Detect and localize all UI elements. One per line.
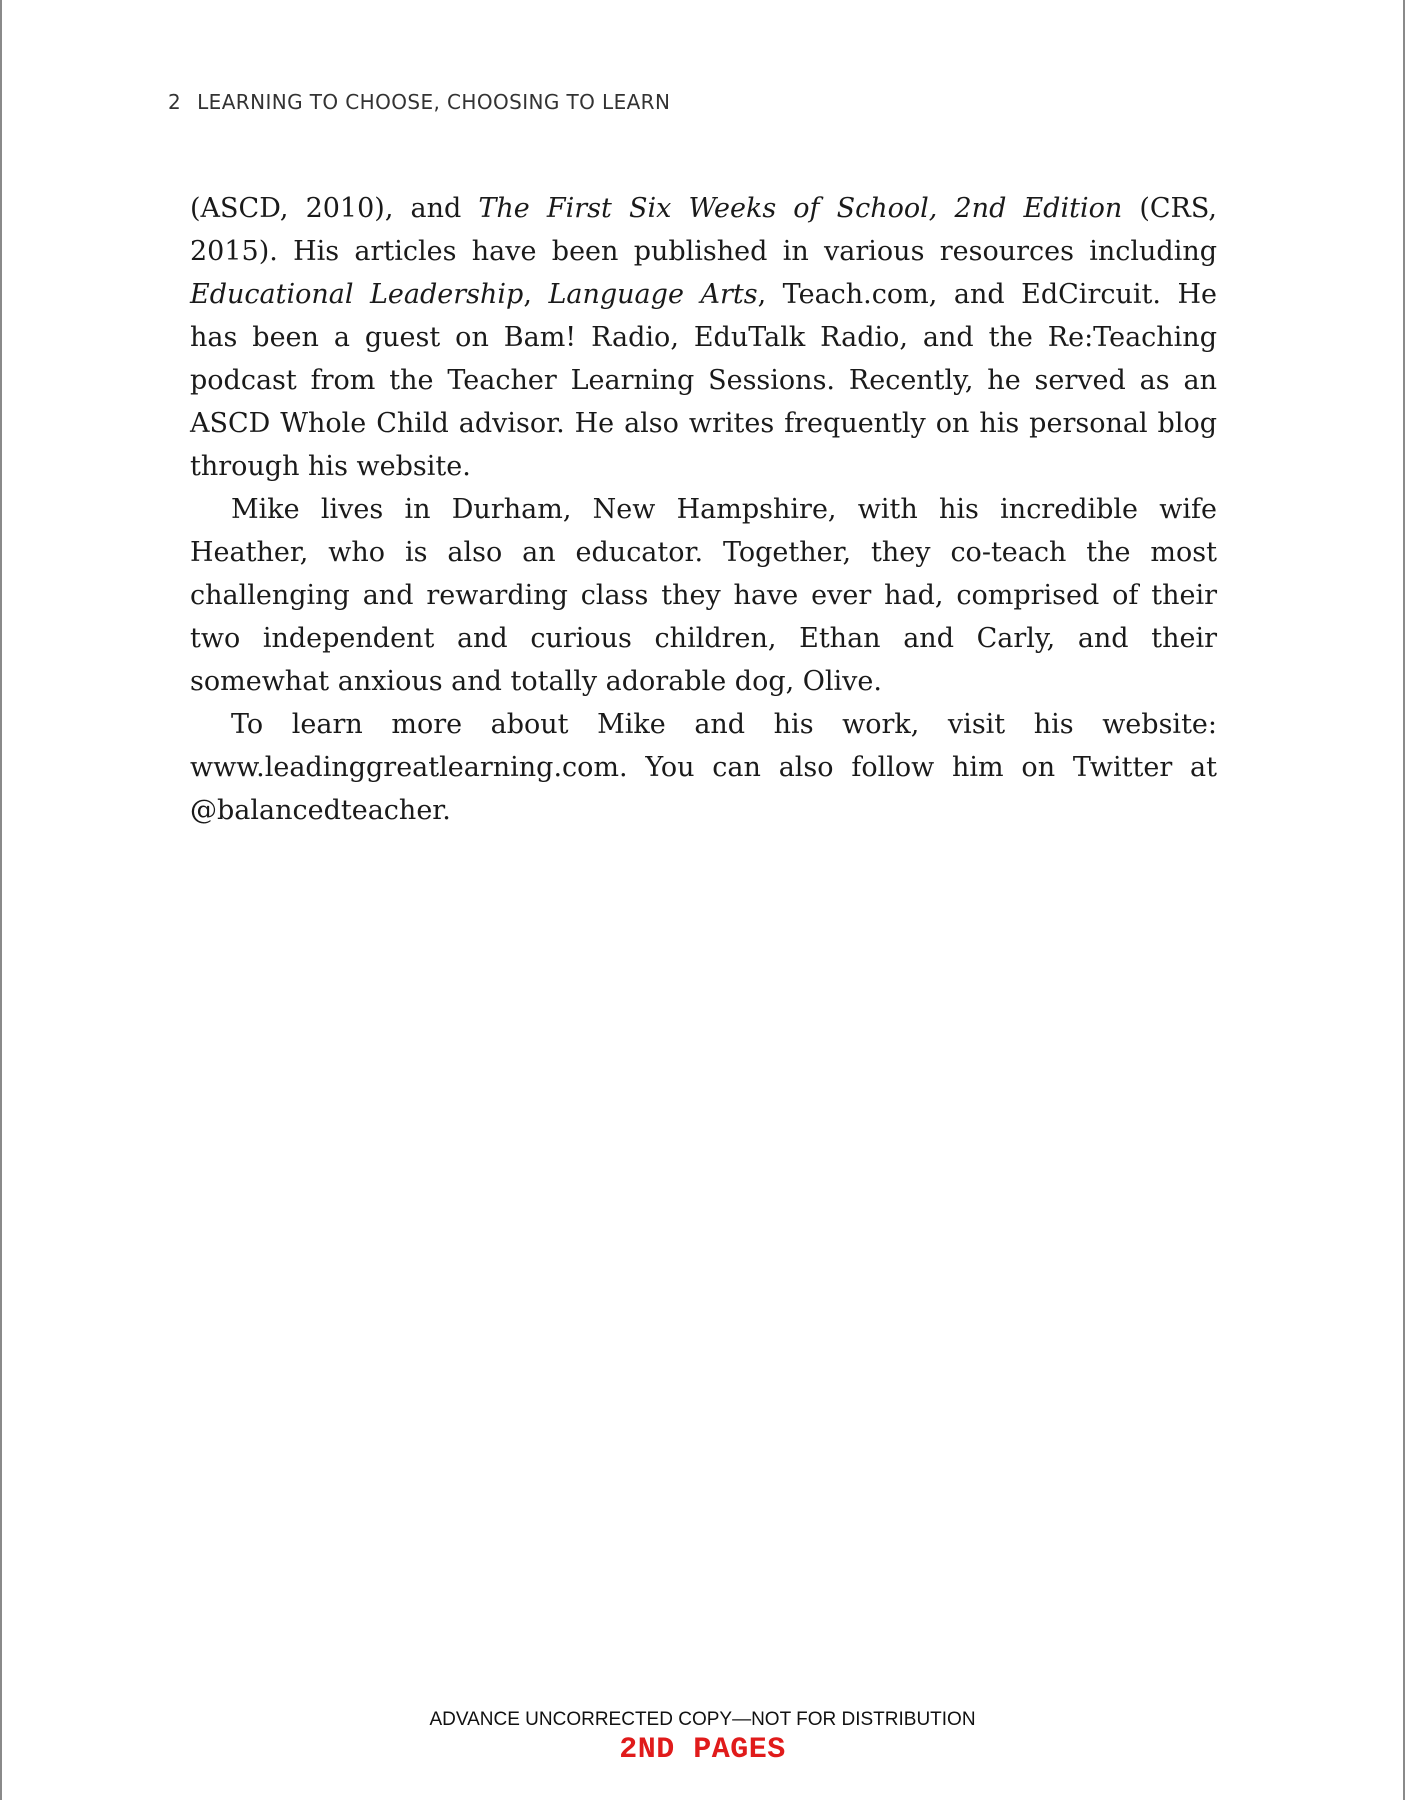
running-title: LEARNING TO CHOOSE, CHOOSING TO LEARN — [197, 90, 671, 114]
publication-title: Language Arts — [548, 279, 758, 310]
proof-stamp: 2ND PAGES — [619, 1733, 786, 1767]
text-run: (ASCD, 2010), and — [190, 193, 479, 224]
publication-title: Educational Leadership — [190, 279, 524, 310]
running-head — [168, 90, 670, 114]
page-number: 2 — [168, 90, 182, 114]
text-run: , — [523, 279, 549, 310]
paragraph-bio-publications — [190, 187, 1217, 488]
text-run: (CRS, 2015). His articles have been published in various resources including — [190, 193, 1217, 267]
body-text — [190, 187, 1217, 832]
book-title: The First Six Weeks of School, 2nd Edition — [478, 193, 1123, 224]
paragraph-contact: To learn more about Mike and his work, visit his website: www.leadinggreatlearning.com. You can also follow him on Twitter at @balancedteacher. — [190, 709, 1217, 826]
distribution-notice: ADVANCE UNCORRECTED COPY—NOT FOR DISTRIBUTION — [429, 1709, 976, 1730]
paragraph-family: Mike lives in Durham, New Hampshire, with his incredible wife Heather, who is also an educator. Together, they co-teach the most challenging and rewarding class they have ever had, comprised of their two independent and curious children, Ethan and Carly, and their somewhat anxious and totally adorable dog, Olive. — [190, 494, 1217, 697]
text-run: , Teach.com, and EdCircuit. He has been a guest on Bam! Radio, EduTalk Radio, and the Re:Teaching podcast from the Teacher Learning Sessions. Recently, he served as an ASCD Whole Child advisor. He also writes frequently on his personal blog through his website. — [190, 279, 1217, 482]
